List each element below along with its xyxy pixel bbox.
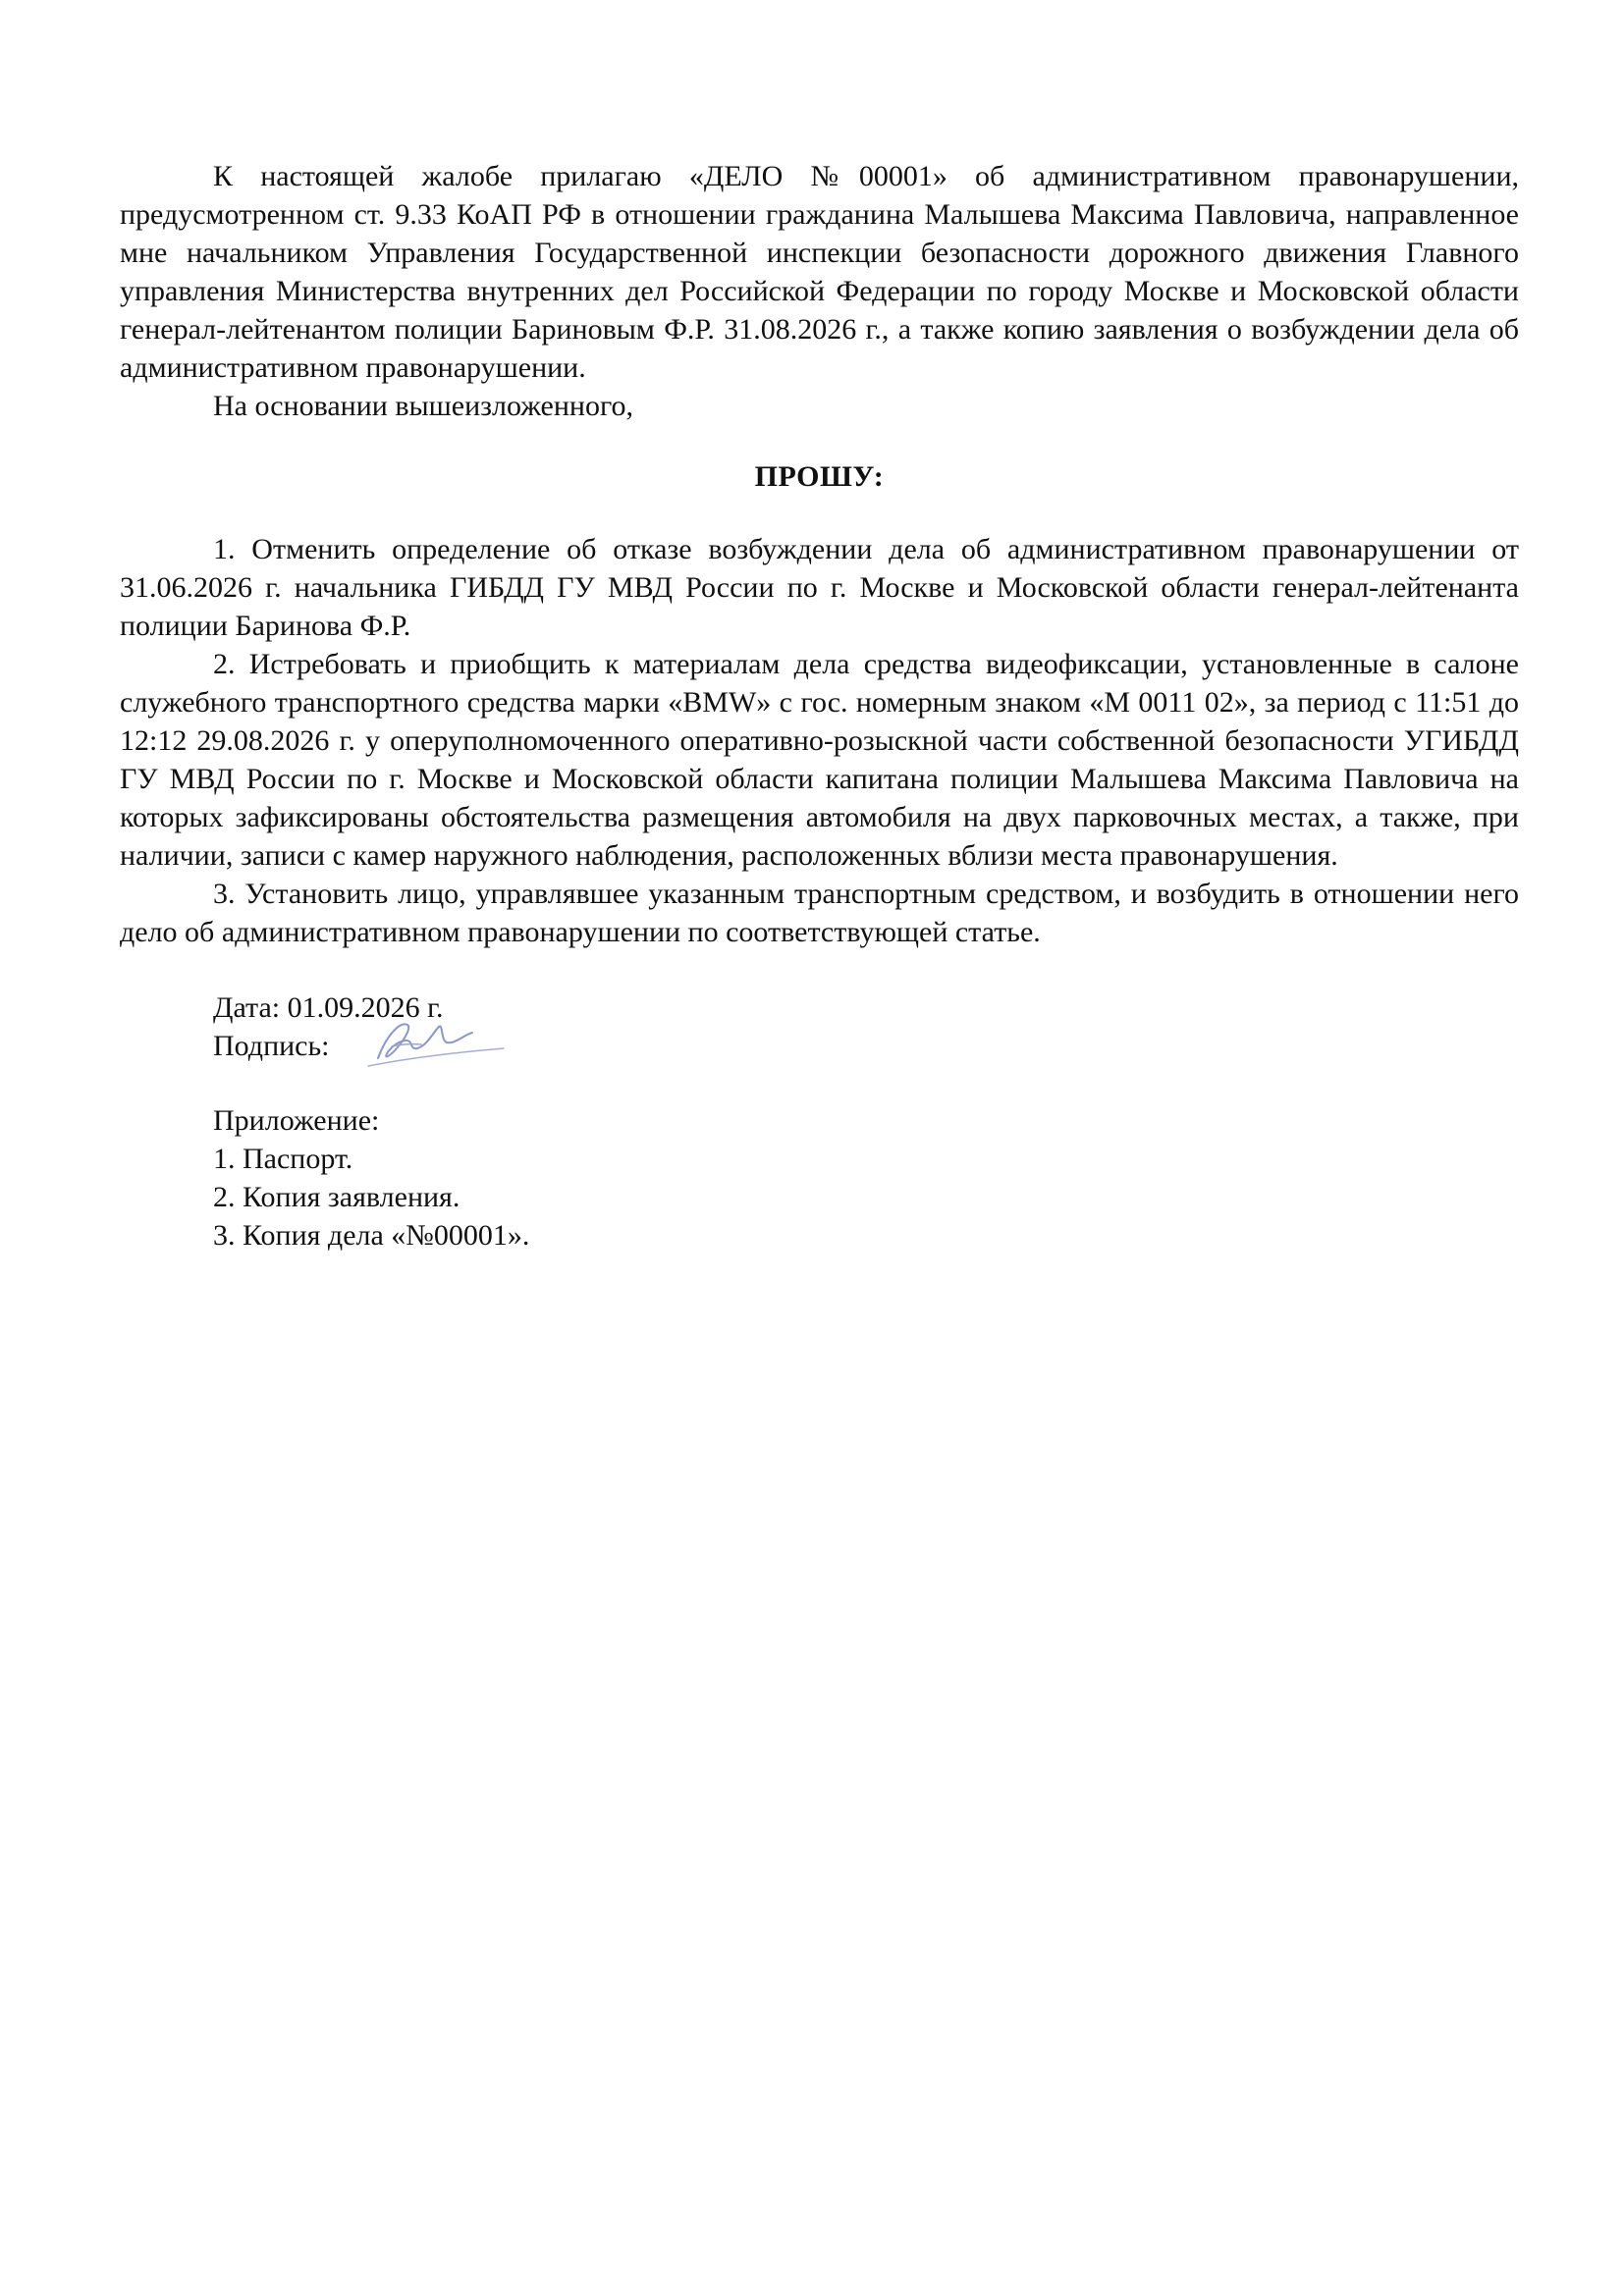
attachment-item: 3. Копия дела «№00001». xyxy=(213,1219,530,1252)
signature-label: Подпись: xyxy=(213,1030,330,1062)
attachment-item: 1. Паспорт. xyxy=(213,1143,353,1175)
attachments-block xyxy=(213,1101,1519,1255)
date-line: Дата: 01.09.2026 г. xyxy=(213,991,444,1024)
request-item-2: 2. Истребовать и приобщить к материалам дела средства видеофиксации, установленные в салоне служебного транспортного средства марки «BMW» с гос. номерным знаком «М 0011 02», за период с 11:51 до 12:12 29.08.2026 г. у оперуполномоченного оперативно-розыскной части собственной безопасности УГИБДД ГУ МВД России по г. Москве и Московской области капитана полиции Малышева Максима Павловича на которых зафиксированы обстоятельства размещения автомобиля на двух парковочных местах, а также, при наличии, записи с камер наружного наблюдения, расположенных вблизи места правонарушения. xyxy=(120,648,1519,872)
request-heading: ПРОШУ: xyxy=(754,460,885,493)
intro-paragraph: К настоящей жалобе прилагаю «ДЕЛО №00001» об административном правонарушении, предусмотренном ст. 9.33 КоАП РФ в отношении гражданина Малышева Максима Павловича, направленное мне начальником Управления Государственной инспекции безопасности дорожного движения Главного управления Министерства внутренних дел Российской Федерации по городу Москве и Московской области генерал-лейтенантом полиции Бариновым Ф.Р. 31.08.2026 г., а также копию заявления о возбуждении дела об административном правонарушении. xyxy=(120,160,1519,384)
document-page xyxy=(120,157,1519,1255)
request-item-3: 3. Установить лицо, управлявшее указанным транспортным средством, и возбудить в отношении него дело об административном правонарушении по соответствующей статье. xyxy=(120,878,1519,948)
basis-paragraph: На основании вышеизложенного, xyxy=(213,390,634,422)
attachments-title: Приложение: xyxy=(213,1104,380,1137)
attachment-item: 2. Копия заявления. xyxy=(213,1181,460,1213)
signature-line xyxy=(213,1027,1519,1065)
request-item-1: 1. Отменить определение об отказе возбуждении дела об административном правонарушении от 31.06.2026 г. начальника ГИБДД ГУ МВД России по г. Москве и Московской области генерал-лейтенанта полиции Баринова Ф.Р. xyxy=(120,533,1519,642)
date-signature-block xyxy=(213,988,1519,1065)
handwritten-signature xyxy=(349,1007,506,1076)
